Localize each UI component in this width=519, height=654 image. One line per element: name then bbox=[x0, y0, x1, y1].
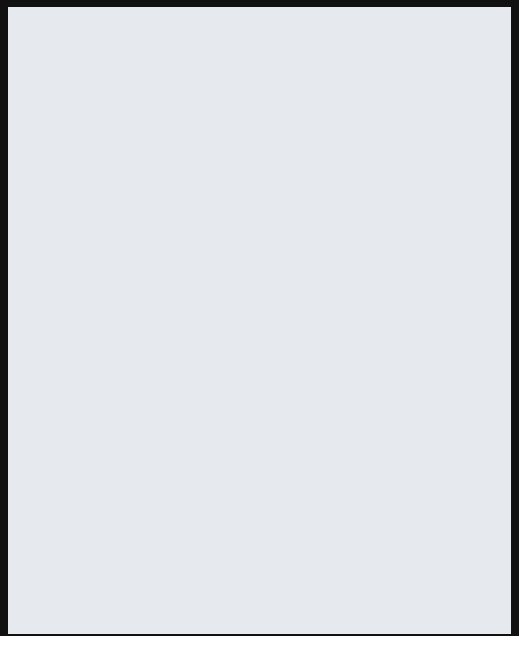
form-sheet bbox=[8, 7, 511, 634]
form-grid bbox=[8, 7, 511, 634]
archive-caption bbox=[0, 636, 519, 654]
